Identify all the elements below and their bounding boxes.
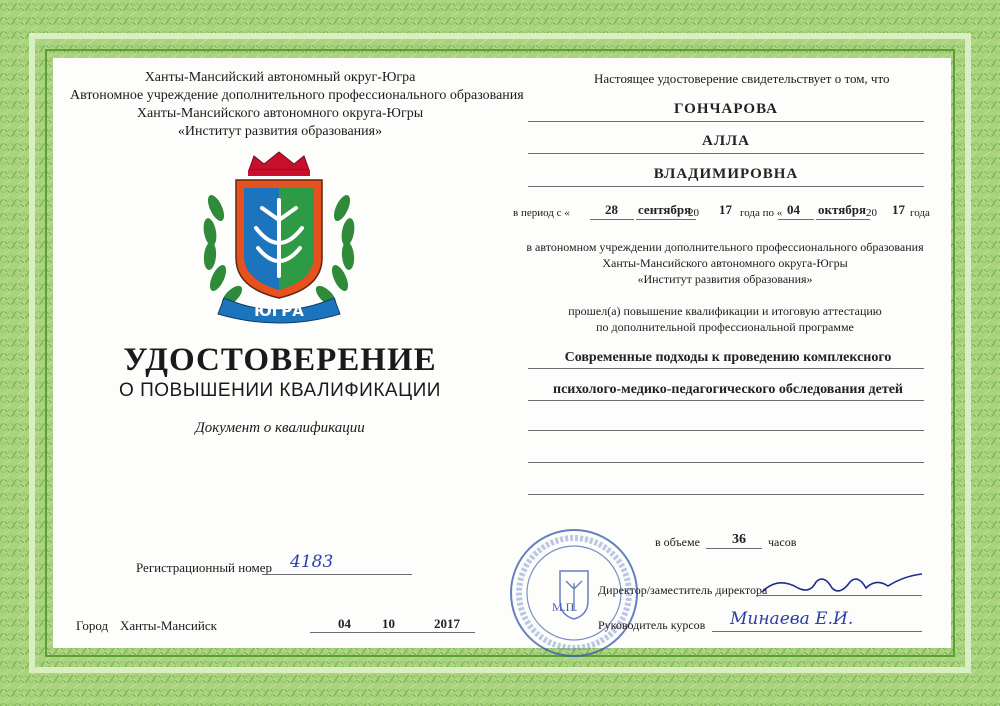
- director-label: Директор/заместитель директора: [598, 583, 768, 597]
- institution-line-1: в автономном учреждении дополнительного профессионального образования: [526, 240, 924, 254]
- year-prefix-2: 20: [866, 207, 877, 219]
- institution-line-2: Ханты-Мансийского автономного округа-Югры: [602, 256, 848, 270]
- stamp-label: М.П.: [552, 600, 578, 614]
- document-subtitle: О ПОВЫШЕНИИ КВАЛИФИКАЦИИ: [119, 380, 441, 401]
- name-line: [528, 153, 924, 154]
- issue-date-line: [310, 632, 475, 633]
- program-line-2: психолого-медико-педагогического обследования детей: [553, 382, 903, 397]
- end-day: 04: [787, 202, 800, 217]
- intro-text: Настоящее удостоверение свидетельствует о том, что: [594, 71, 890, 86]
- program-line-4-rule: [528, 462, 924, 463]
- city-label: Город: [76, 618, 109, 633]
- surname-line: [528, 121, 924, 122]
- org-line-4: «Институт развития образования»: [177, 124, 383, 139]
- course-head-line: [712, 631, 922, 632]
- start-month: сентября: [638, 202, 692, 217]
- reg-number-label: Регистрационный номер: [136, 560, 272, 575]
- issue-year: 2017: [434, 616, 460, 631]
- passed-line-1: прошел(а) повышение квалификации и итоговую аттестацию: [568, 304, 882, 318]
- org-line-2: Автономное учреждение дополнительного профессионального образования: [70, 88, 524, 103]
- volume-label: в объеме: [655, 535, 700, 549]
- issue-day: 04: [338, 616, 351, 631]
- start-day-line: [590, 219, 634, 220]
- start-month-line: [636, 219, 696, 220]
- program-line-1: Современные подходы к проведению комплексного: [564, 350, 892, 365]
- year-prefix-1: 20: [688, 207, 699, 219]
- program-line-3-rule: [528, 430, 924, 431]
- org-line-1: Ханты-Мансийский автономный округ-Югра: [144, 70, 416, 85]
- issue-month: 10: [382, 616, 395, 631]
- end-day-line: [778, 219, 814, 220]
- course-head-label: Руководитель курсов: [598, 618, 706, 632]
- passed-line-2: по дополнительной профессиональной программе: [596, 320, 854, 334]
- document-title: УДОСТОВЕРЕНИЕ: [123, 342, 437, 378]
- program-line-1-rule: [528, 368, 924, 369]
- program-line-2-rule: [528, 400, 924, 401]
- year-suffix: года: [910, 207, 930, 219]
- start-day: 28: [605, 202, 618, 217]
- end-month: октября: [818, 202, 867, 217]
- program-line-5-rule: [528, 494, 924, 495]
- emblem-ribbon-label: ЮГРА: [254, 302, 304, 320]
- volume-line: [706, 548, 762, 549]
- holder-patronymic: ВЛАДИМИРОВНА: [653, 166, 799, 182]
- end-month-line: [816, 219, 870, 220]
- course-head-name: Минаева Е.И.: [730, 609, 854, 629]
- period-mid: года по «: [740, 207, 783, 219]
- city-value: Ханты-Мансийск: [120, 618, 217, 633]
- reg-number-line: [262, 574, 412, 575]
- org-line-3: Ханты-Мансийского автономного округа-Югры: [136, 106, 424, 121]
- start-year: 17: [719, 202, 732, 217]
- period-prefix: в период с «: [513, 207, 570, 219]
- hours-label: часов: [768, 535, 797, 549]
- end-year: 17: [892, 202, 905, 217]
- patronymic-line: [528, 186, 924, 187]
- institution-line-3: «Институт развития образования»: [637, 272, 813, 286]
- document-type: Документ о квалификации: [195, 420, 365, 436]
- holder-surname: ГОНЧАРОВА: [674, 101, 778, 117]
- yugra-emblem: [194, 148, 364, 326]
- reg-number-value: 4183: [290, 552, 334, 572]
- volume-hours: 36: [732, 532, 746, 547]
- holder-name: АЛЛА: [701, 133, 751, 149]
- director-signature: [758, 570, 928, 600]
